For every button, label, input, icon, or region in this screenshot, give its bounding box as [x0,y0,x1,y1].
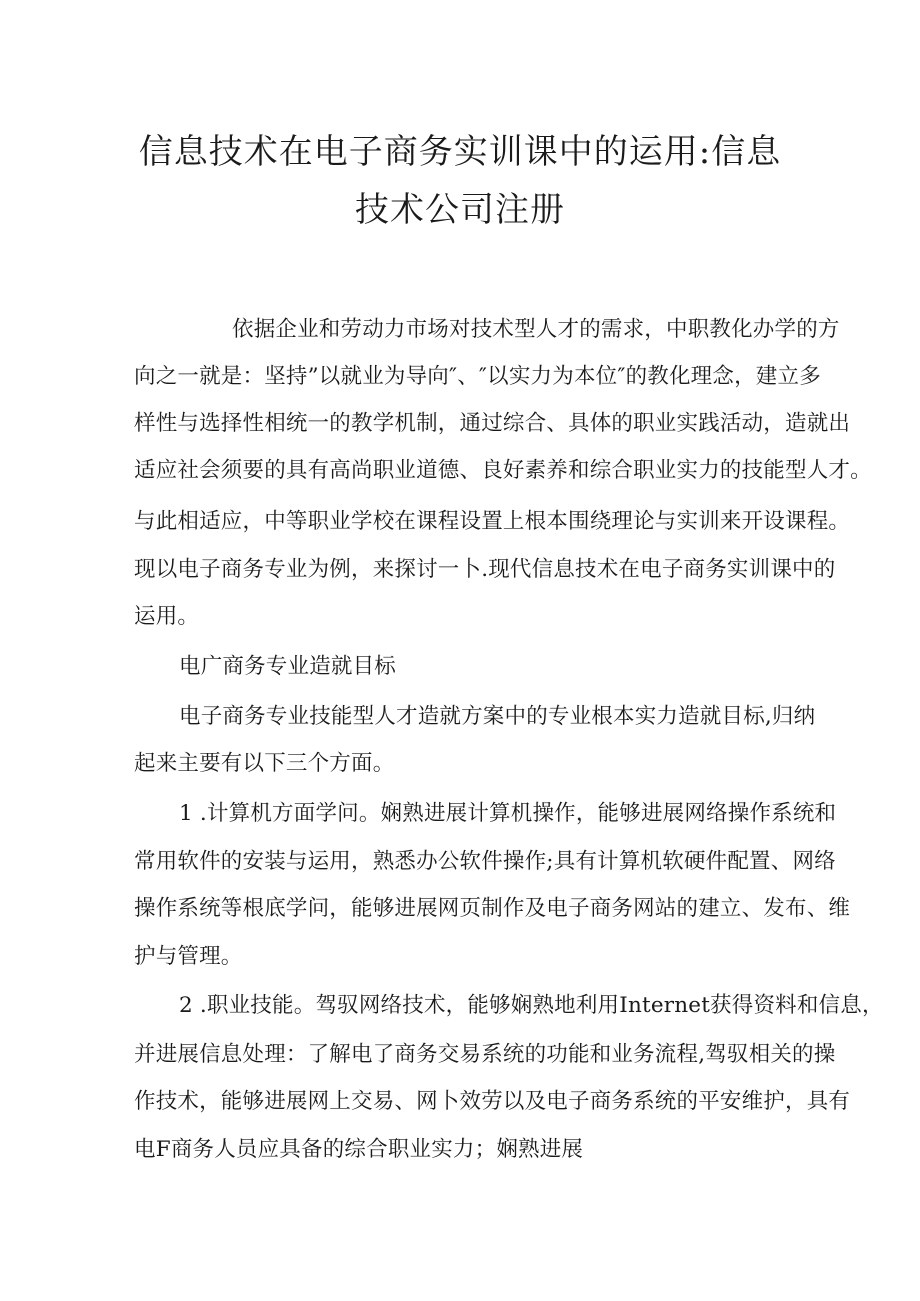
paragraph-line: 2 .职业技能。驾驭网络技术，能够娴熟地利用Internet获得资料和信息， [179,993,884,1018]
document-title-line-2: 技术公司注册 [355,190,565,230]
paragraph-line: 与此相适应，中等职业学校在课程设置上根本围绕理论与实训来开设课程。 [134,509,851,534]
paragraph-line: 操作系统等根底学问，能够进展网页制作及电子商务网站的建立、发布、维 [134,896,851,921]
paragraph-line: 运用。 [134,604,200,629]
paragraph-line: 电子商务专业技能型人才造就方案中的专业根本实力造就目标,归纳 [179,704,816,729]
paragraph-line: 并进展信息处理：了解电了商务交易系统的功能和业务流程,驾驭相关的操 [134,1042,836,1067]
paragraph-line: 样性与选择性相统一的教学机制，通过综合、具体的职业实践活动，造就出 [134,411,851,436]
paragraph-line: 作技术，能够进展网上交易、网卜效劳以及电子商务系统的平安维护，具有 [134,1089,851,1114]
paragraph-line: 适应社会须要的具有高尚职业道德、良好素养和综合职业实力的技能型人才。 [134,458,872,483]
paragraph-line: 护与管理。 [134,944,243,969]
paragraph-line: 电F商务人员应具备的综合职业实力；娴熟进展 [134,1137,584,1162]
paragraph-line: 向之一就是：坚持”以就业为导向″、″以实力为本位″的教化理念，建立多 [134,364,821,389]
paragraph-line: 依据企业和劳动力市场对技术型人才的需求，中职教化办学的方 [232,317,840,342]
document-title-line-1: 信息技术在电子商务实训课中的运用:信息 [138,132,782,172]
paragraph-line: 起来主要有以下三个方面。 [134,751,395,776]
paragraph-line: 1 .计算机方面学问。娴熟进展计算机操作，能够进展网络操作系统和 [179,801,837,826]
section-heading: 电广商务专业造就目标 [179,654,397,679]
paragraph-line: 常用软件的安装与运用，熟悉办公软件操作;具有计算机软硬件配置、网络 [134,849,836,874]
paragraph-line: 现以电子商务专业为例，来探讨一卜.现代信息技术在电子商务实训课中的 [134,557,836,582]
